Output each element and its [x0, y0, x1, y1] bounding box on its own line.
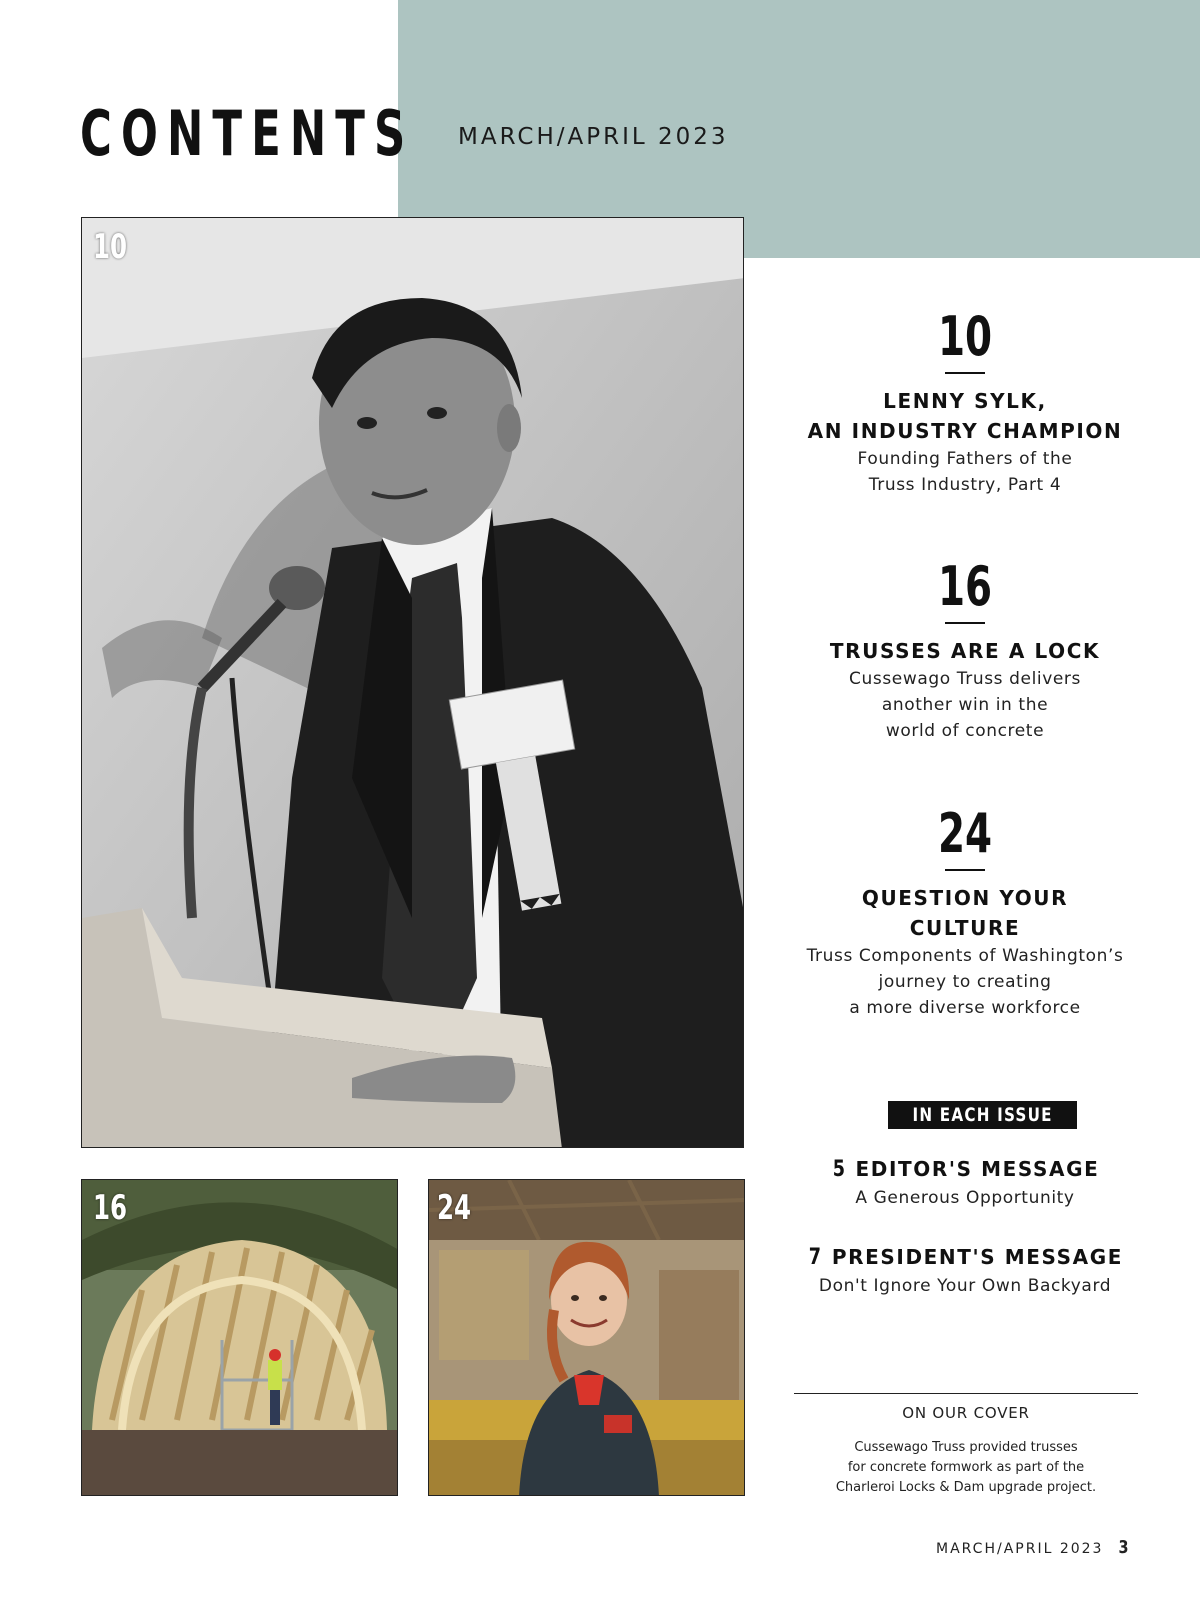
feature-divider [945, 622, 985, 624]
feature-item-10[interactable] [790, 305, 1140, 498]
speaker-photo-illustration [82, 218, 744, 1148]
feature-item-24[interactable] [790, 802, 1140, 1021]
photo-page-label-10: 10 [93, 227, 128, 267]
feature-subhead: Truss Components of Washington’s journey to creating a more diverse workforce [806, 946, 1124, 1018]
feature-headline: TRUSSES ARE A LOCK [829, 639, 1101, 663]
footer-issue: MARCH/APRIL 2023 [936, 1541, 1104, 1557]
in-each-issue-badge [888, 1101, 1077, 1129]
trusses-photo-illustration [82, 1180, 398, 1496]
feature-photo-trusses[interactable] [81, 1179, 398, 1496]
page-title: CONTENTS [80, 97, 415, 170]
cover-heading: ON OUR COVER [902, 1404, 1030, 1422]
cover-caption: Cussewago Truss provided trusses for concrete formwork as part of the Charleroi Locks & Dam upgrade project. [835, 1440, 1097, 1495]
feature-headline: QUESTION YOUR CULTURE [861, 886, 1069, 940]
regular-item-title-row [790, 1242, 1140, 1273]
feature-divider [945, 869, 985, 871]
regular-subtitle: Don't Ignore Your Own Backyard [818, 1276, 1112, 1296]
worker-photo-illustration [429, 1180, 745, 1496]
feature-subhead: Cussewago Truss delivers another win in the world of concrete [849, 669, 1081, 741]
regular-item-president[interactable] [790, 1242, 1140, 1299]
feature-divider [945, 372, 985, 374]
feature-page-number: 10 [937, 305, 993, 368]
page-footer [936, 1537, 1132, 1558]
issue-date: MARCH/APRIL 2023 [458, 124, 729, 150]
photo-page-label-16: 16 [93, 1188, 128, 1228]
regular-item-editor[interactable] [790, 1154, 1140, 1211]
photo-page-label-24: 24 [437, 1188, 472, 1228]
regular-title: PRESIDENT'S MESSAGE [831, 1245, 1124, 1269]
feature-page-number: 16 [937, 555, 993, 618]
regular-subtitle: A Generous Opportunity [855, 1188, 1075, 1208]
feature-page-number: 24 [937, 802, 993, 865]
regular-page-number: 5 [832, 1157, 846, 1182]
regular-title: EDITOR'S MESSAGE [855, 1157, 1100, 1181]
in-each-issue-label: IN EACH ISSUE [912, 1104, 1053, 1126]
feature-photo-worker[interactable] [428, 1179, 745, 1496]
feature-item-16[interactable] [790, 555, 1140, 744]
feature-subhead: Founding Fathers of the Truss Industry, Part 4 [857, 449, 1073, 495]
regular-item-title-row [790, 1154, 1140, 1185]
cover-divider [794, 1393, 1138, 1394]
feature-photo-speaker[interactable] [81, 217, 744, 1148]
regular-page-number: 7 [808, 1245, 823, 1270]
page-number: 3 [1118, 1537, 1131, 1558]
feature-headline: LENNY SYLK, AN INDUSTRY CHAMPION [807, 389, 1123, 443]
